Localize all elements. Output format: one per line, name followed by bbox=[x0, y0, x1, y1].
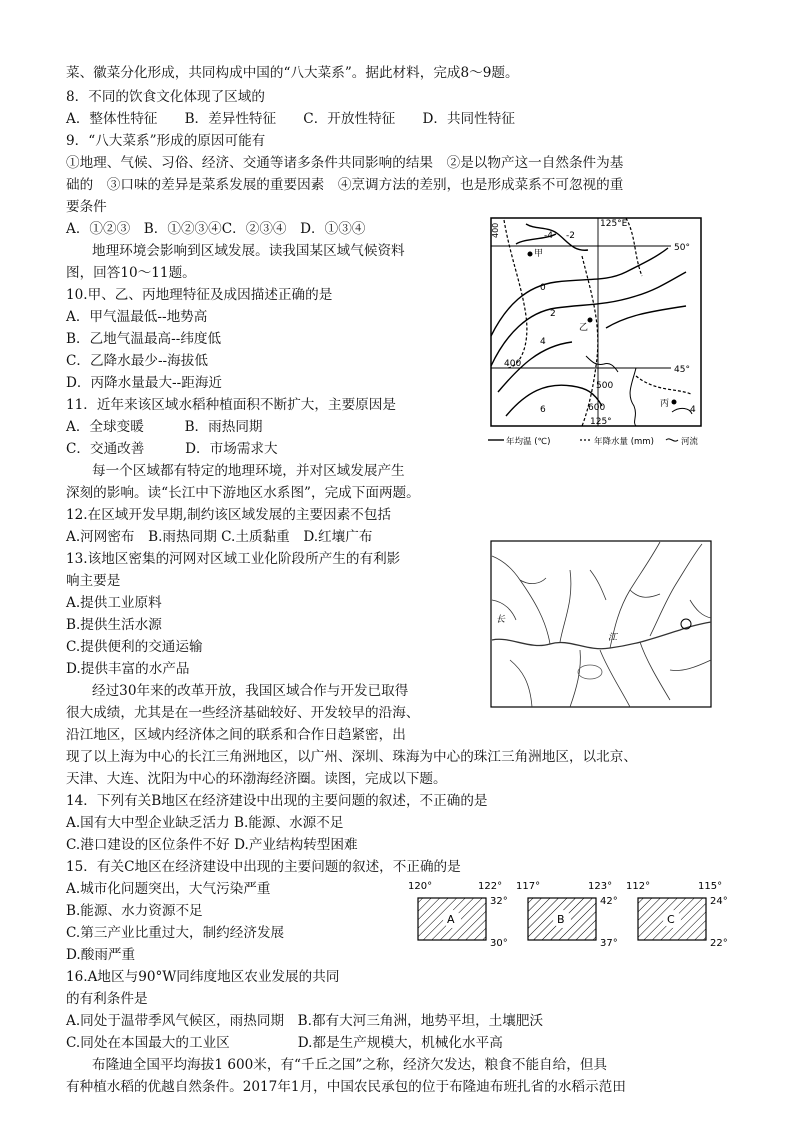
lat-label: 45° bbox=[674, 365, 690, 375]
text-line: 很大成绩，尤其是在一些经济基础较好、开发较早的沿海、 bbox=[66, 705, 420, 721]
contour-arrow bbox=[672, 408, 692, 414]
precip-label: 600 bbox=[588, 403, 606, 413]
text-line: 深刻的影响。读“长江中下游地区水系图”，完成下面两题。 bbox=[66, 485, 420, 501]
option-b: B.能源、水力资源不足 bbox=[66, 903, 203, 919]
region-label: C bbox=[667, 913, 675, 926]
question-11-options: A．全球变暖 B．雨热同期 bbox=[66, 419, 263, 435]
legend-river-swatch bbox=[666, 439, 678, 441]
question-14-options: A.国有大中型企业缺乏活力 B.能源、水源不足 bbox=[66, 815, 344, 831]
region-b bbox=[516, 881, 618, 949]
text-line: 有种植水稻的优越自然条件。2017年1月，中国农民承包的位于布隆迪布班扎省的水稻示范田 bbox=[66, 1079, 626, 1095]
region-maps bbox=[400, 878, 740, 954]
region-c bbox=[626, 881, 728, 949]
lat-label: 50° bbox=[674, 243, 690, 253]
river-system-map bbox=[490, 540, 712, 708]
lat-bottom: 22° bbox=[710, 938, 728, 949]
question-13: 13.该地区密集的河网对区域工业化阶段所产生的有利影 bbox=[66, 551, 401, 567]
option-a: A.提供工业原料 bbox=[66, 595, 162, 611]
option-a: A.城市化问题突出，大气污染严重 bbox=[66, 881, 271, 897]
temp-label: -2 bbox=[566, 231, 575, 241]
question-10: 10.甲、乙、丙地理特征及成因描述正确的是 bbox=[66, 287, 333, 303]
option-d: D．丙降水量最大--距海近 bbox=[66, 375, 223, 391]
question-15: 15．有关C地区在经济建设中出现的主要问题的叙述，不正确的是 bbox=[66, 859, 461, 875]
text-line: 每一个区域都有特定的地理环境，并对区域发展产生 bbox=[92, 463, 405, 479]
river bbox=[630, 368, 636, 426]
text-line: ①地理、气候、习俗、经济、交通等诸多条件共同影响的结果 ②是以物产这一自然条件为基 bbox=[66, 155, 624, 171]
question-16-options: A.同处于温带季风气候区，雨热同期 B.都有大河三角洲，地势平坦，土壤肥沃 bbox=[66, 1013, 544, 1029]
temp-label: -4 bbox=[544, 231, 553, 241]
question-11-options: C．交通改善 D．市场需求大 bbox=[66, 441, 278, 457]
precip-label: 400 bbox=[491, 222, 500, 238]
question-8: 8．不同的饮食文化体现了区域的 bbox=[66, 89, 265, 105]
option-d: D.提供丰富的水产品 bbox=[66, 661, 190, 677]
text-line: 要条件 bbox=[66, 199, 107, 215]
text-line: 菜、徽菜分化形成，共同构成中国的“八大菜系”。据此材料，完成8～9题。 bbox=[66, 65, 519, 81]
temp-label: 4 bbox=[540, 337, 546, 347]
isohyets bbox=[504, 218, 691, 426]
text-line: 天津、大连、沈阳为中心的环渤海经济圈。读图，完成以下题。 bbox=[66, 771, 447, 787]
lon-right: 123° bbox=[588, 881, 613, 892]
text-line: 的有利条件是 bbox=[66, 991, 148, 1007]
place-jia: 甲 bbox=[534, 249, 544, 259]
region-a bbox=[408, 881, 508, 949]
lat-bottom: 30° bbox=[490, 938, 508, 949]
place-marker bbox=[588, 318, 593, 323]
text-line: 图，回答10～11题。 bbox=[66, 265, 196, 281]
question-11: 11．近年来该区域水稻种植面积不断扩大，主要原因是 bbox=[66, 397, 396, 413]
lat-top: 24° bbox=[710, 896, 728, 907]
question-12-options: A.河网密布 B.雨热同期 C.土质黏重 D.红壤广布 bbox=[66, 529, 373, 545]
river bbox=[586, 356, 618, 372]
question-14: 14．下列有关B地区在经济建设中出现的主要问题的叙述，不正确的是 bbox=[66, 793, 488, 809]
climate-map bbox=[486, 216, 706, 450]
temp-label: 0 bbox=[540, 283, 546, 293]
question-9: 9．“八大菜系”形成的原因可能有 bbox=[66, 133, 266, 149]
question-8-options: A．整体性特征 B．差异性特征 C．开放性特征 D．共同性特征 bbox=[66, 111, 515, 127]
temp-label: 6 bbox=[540, 405, 546, 415]
option-c: C.第三产业比重过大，制约经济发展 bbox=[66, 925, 285, 941]
lon-label: 125° bbox=[590, 417, 612, 427]
option-b: B.提供生活水源 bbox=[66, 617, 162, 633]
question-16: 16.A地区与90°W同纬度地区农业发展的共同 bbox=[66, 969, 340, 985]
lat-top: 32° bbox=[490, 896, 508, 907]
lon-left: 117° bbox=[516, 881, 541, 892]
legend-river: 河流 bbox=[681, 437, 699, 447]
lon-left: 120° bbox=[408, 881, 433, 892]
option-c: C．乙降水最少--海拔低 bbox=[66, 353, 208, 369]
lat-top: 42° bbox=[600, 896, 618, 907]
lon-right: 122° bbox=[478, 881, 503, 892]
question-14-options: C.港口建设的区位条件不好 D.产业结构转型困难 bbox=[66, 837, 358, 853]
place-yi: 乙 bbox=[579, 323, 589, 333]
text-line: 经过30年来的改革开放，我国区域合作与开发已取得 bbox=[92, 683, 409, 699]
lon-left: 112° bbox=[626, 881, 651, 892]
text-line: 地理环境会影响到区域发展。读我国某区域气候资料 bbox=[92, 243, 405, 259]
option-c: C.提供便利的交通运输 bbox=[66, 639, 203, 655]
place-marker bbox=[672, 400, 677, 405]
temp-label: 4 bbox=[690, 405, 696, 415]
option-d: D.酸雨严重 bbox=[66, 947, 136, 963]
text-line: 沿江地区，区域内经济体之间的联系和合作日趋紧密，出 bbox=[66, 727, 406, 743]
text-line: 布隆迪全国平均海拔1 600米，有“千丘之国”之称，经济欠发达，粮食不能自给，但具 bbox=[92, 1057, 608, 1073]
precip-label: 500 bbox=[596, 381, 614, 391]
place-bing: 丙 bbox=[660, 399, 670, 409]
lon-label: 125°E bbox=[600, 219, 628, 229]
region-label: B bbox=[557, 913, 565, 926]
temp-label: 2 bbox=[550, 309, 556, 319]
label-chang: 长 bbox=[496, 615, 506, 625]
text-line: 础的 ③口味的差异是菜系发展的重要因素 ④烹调方法的差别，也是形成菜系不可忽视的重 bbox=[66, 177, 624, 193]
lon-right: 115° bbox=[698, 881, 723, 892]
place-marker bbox=[528, 252, 533, 257]
legend-temp: 年均温 (℃) bbox=[506, 437, 551, 447]
question-12: 12.在区域开发早期,制约该区域发展的主要因素不包括 bbox=[66, 507, 392, 523]
text-line: 响主要是 bbox=[66, 573, 121, 589]
lat-bottom: 37° bbox=[600, 938, 618, 949]
region-label: A bbox=[447, 913, 455, 926]
question-9-options: A．①②③ B．①②③④C．②③④ D．①③④ bbox=[66, 221, 366, 237]
option-a: A．甲气温最低--地势高 bbox=[66, 309, 208, 325]
precip-label: 400 bbox=[504, 359, 522, 369]
text-line: 现了以上海为中心的长江三角洲地区，以广州、深圳、珠海为中心的珠江三角洲地区，以北京、 bbox=[66, 749, 637, 765]
option-b: B．乙地气温最高--纬度低 bbox=[66, 331, 222, 347]
legend-precip: 年降水量 (mm) bbox=[594, 437, 654, 447]
question-16-options: C.同处在本国最大的工业区 D.都是生产规模大，机械化水平高 bbox=[66, 1035, 503, 1051]
label-jiang: 江 bbox=[608, 633, 618, 643]
